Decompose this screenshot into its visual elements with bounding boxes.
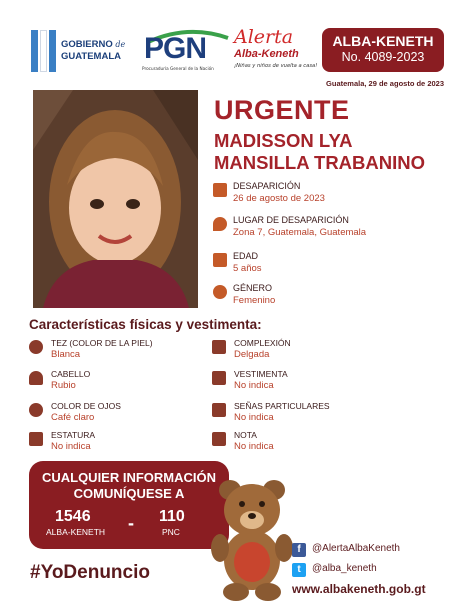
hair-icon: [29, 371, 43, 385]
facebook-icon: f: [292, 543, 306, 557]
alerta-alba-keneth-logo: Alerta Alba-Keneth ¡Niñas y niños de vuelta a casa!: [234, 26, 318, 69]
eye-icon: [29, 403, 43, 417]
bear-mascot-icon: [210, 476, 294, 602]
gobierno-logo: GOBIERNO de GUATEMALA: [61, 39, 126, 62]
urgent-heading: URGENTE: [214, 95, 350, 125]
missing-child-photo: [33, 90, 198, 308]
star-icon: [212, 403, 226, 417]
hashtag: #YoDenuncio: [30, 562, 150, 583]
skin-tone-icon: [29, 340, 43, 354]
characteristics-title: Características físicas y vestimenta:: [29, 317, 262, 332]
twitter-icon: t: [292, 563, 306, 577]
pnc-phone[interactable]: 110: [159, 508, 185, 525]
case-number-badge: ALBA-KENETH No. 4089-2023: [322, 28, 444, 72]
header: [0, 0, 474, 90]
calendar-icon: [213, 183, 227, 197]
pgn-logo: PGN Procuraduría General de la Nación: [138, 28, 234, 80]
alba-keneth-phone[interactable]: 1546: [55, 508, 91, 525]
issue-date: Guatemala, 29 de agosto de 2023: [326, 79, 444, 88]
location-pin-icon: [213, 217, 227, 231]
child-portrait-image: [33, 90, 198, 308]
child-name: MADISSON LYA MANSILLA TRABANINO: [214, 130, 426, 173]
guatemala-flag-icon: [31, 30, 38, 72]
gender-icon: [213, 285, 227, 299]
note-icon: [212, 432, 226, 446]
clothing-icon: [212, 371, 226, 385]
body-type-icon: [212, 340, 226, 354]
website-link[interactable]: www.albakeneth.gob.gt: [292, 582, 426, 596]
contact-box: CUALQUIER INFORMACIÓN COMUNÍQUESE A 1546 ALBA-KENETH - 110 PNC: [29, 461, 229, 549]
age-icon: [213, 253, 227, 267]
ruler-icon: [29, 432, 43, 446]
